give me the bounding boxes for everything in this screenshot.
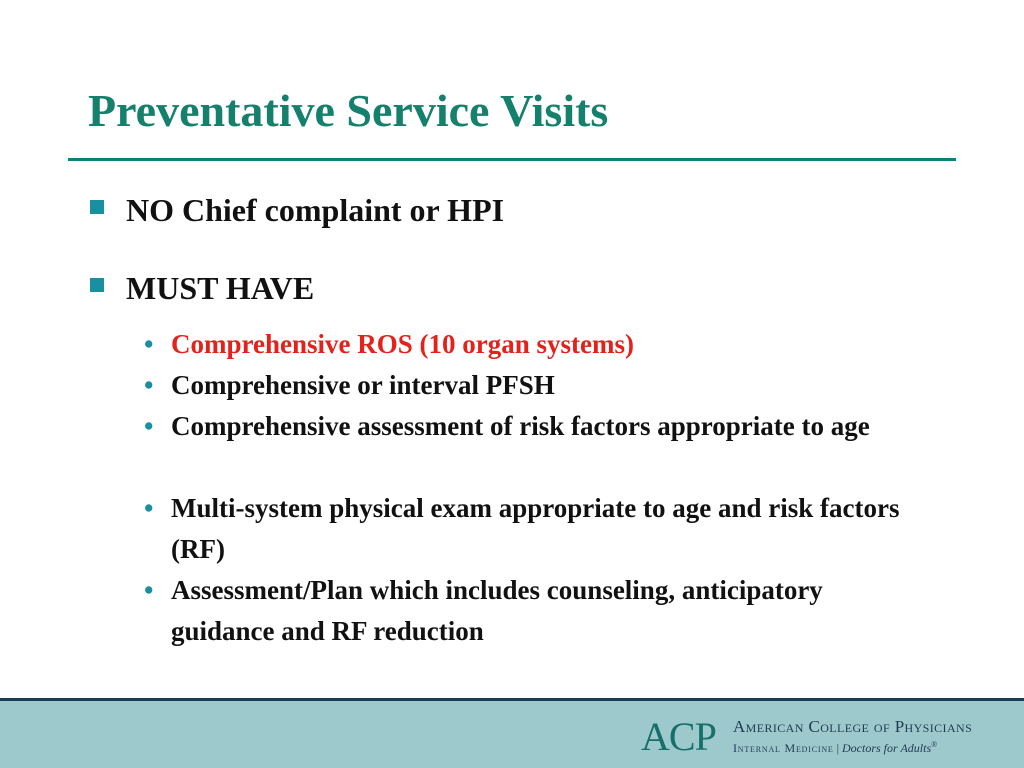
tagline-left: Internal Medicine: [733, 741, 834, 755]
sub-bullet-text: Comprehensive ROS (10 organ systems): [171, 329, 634, 359]
slide-title: Preventative Service Visits: [88, 85, 609, 136]
dot-bullet-icon: •: [144, 493, 154, 523]
square-bullet-icon: [90, 200, 104, 214]
tagline-right: Doctors for Adults: [842, 741, 932, 755]
dot-bullet-icon: •: [144, 370, 154, 400]
sub-bullet-text: Assessment/Plan which includes counseling, anticipatory guidance and RF reduction: [171, 575, 823, 646]
sub-bullet-item: [144, 406, 924, 447]
sub-bullet-text: Comprehensive or interval PFSH: [171, 370, 555, 400]
dot-bullet-icon: •: [144, 329, 154, 359]
dot-bullet-icon: •: [144, 575, 154, 605]
sub-bullet-item: [144, 324, 924, 365]
footer-bar: [0, 698, 1024, 768]
sub-bullet-item: [144, 488, 924, 570]
sub-bullet-text: Multi-system physical exam appropriate to age and risk factors (RF): [171, 493, 900, 564]
org-tagline: [733, 740, 1003, 756]
sub-bullet-text: Comprehensive assessment of risk factors appropriate to age: [171, 411, 870, 441]
dot-bullet-icon: •: [144, 411, 154, 441]
registered-mark: ®: [931, 740, 938, 749]
acp-logo: ACP: [641, 714, 716, 759]
tagline-separator: |: [836, 741, 839, 755]
title-divider: [68, 158, 956, 161]
org-name: American College of Physicians: [733, 717, 973, 736]
sub-bullet-item: [144, 365, 924, 406]
sub-bullet-item: [144, 570, 924, 652]
square-bullet-icon: [90, 278, 104, 292]
bullet-text: NO Chief complaint or HPI: [126, 192, 505, 228]
org-block: [733, 717, 1003, 756]
bullet-text: MUST HAVE: [126, 270, 315, 306]
